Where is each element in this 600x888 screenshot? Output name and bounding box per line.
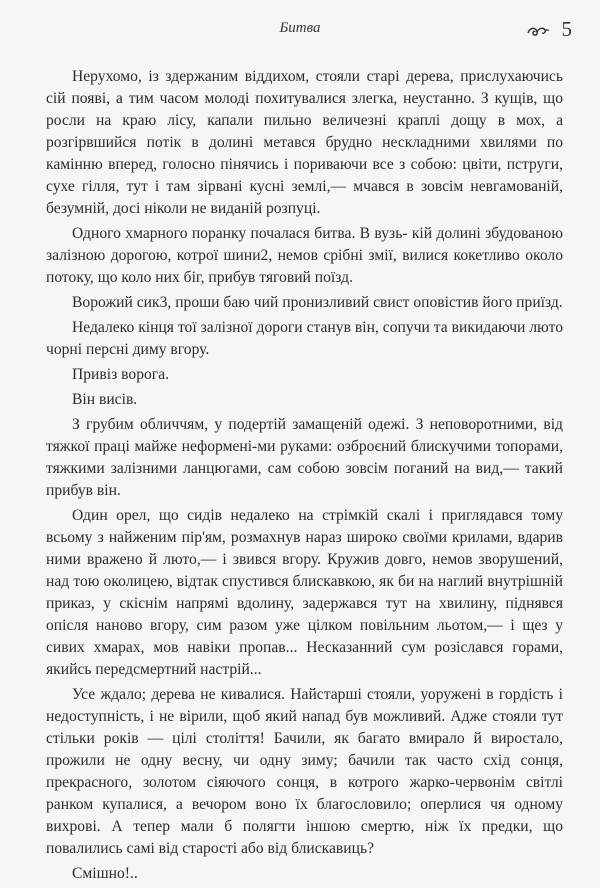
running-title: Битва [279, 20, 321, 36]
page-number: 5 [561, 17, 572, 41]
paragraph: Він висів. [72, 391, 138, 408]
paragraph: Недалеко кінця тої залізної дороги станув він, сопучи та викидаючи люто чорні персні диму вгору. [46, 319, 563, 358]
body-text [46, 66, 563, 888]
paragraph: Смішно!.. [72, 865, 138, 882]
paragraph: Ворожий сик3, проши баю чий пронизливий свист оповістив його приїзд. [72, 294, 563, 311]
paragraph: Один орел, що сидів недалеко на стрімкій скалі і приглядався тому всьому з найженим пір'ям, розмахнув нараз широко своїми крилами, вдарив ними вражено й люто,— і звився вгору. Кружив довго, немов зворушений, над тою околицею, відтак спустився блискавкою, як би на наглий внутрішній приказ, у скіснім напрямі вдолину, задержався тут на хвилину, піднявся опісля наново вгору, сим разом уже цілком повільним льотом,— і щез у сивих хмарах, мов навіки пропав... Несказанний сум розіслався горами, якийсь передсмертний настрій... [46, 507, 563, 678]
paragraph: Усе ждало; дерева не кивалися. Найстарші стояли, уоружені в гордість і недоступність, і не вірили, щоб який напад був можливий. Адже стояли тут стільки років — цілі століття! Бачили, як багато вмирало й виростало, прожили не одну весну, чи одну зиму; бачили так часто схід сонця, прекрасного, золотом сіяючого сонця, в котрого жарко-червонім світлі ранком купалися, а вечором воно їх благословило; оперлися чя одному вихрові. А тепер мали б полягти іншою смертю, ніж їх предки, що повалились самі від старості або від блискавиць? [46, 686, 563, 857]
paragraph: Одного хмарного поранку почалася битва. В вузь- кій долині збудованою залізною дорогою, котрої шини2, немов срібні змії, вилися кокетливо около потоку, що коло них біг, прибув тяговий поїзд. [46, 225, 563, 286]
flourish-ornament-icon [526, 24, 550, 38]
page-header [0, 18, 600, 48]
paragraph: З грубим обличчям, у подертій замащеній одежі. З неповоротними, від тяжкої праці майже неформені-ми руками: озброєний блискучими топорами, тяжкими залізними ланцюгами, сам собою зовсім поганий на вид,— такий прибув він. [46, 416, 563, 499]
paragraph: Привіз ворога. [72, 366, 170, 383]
paragraph: Нерухомо, із здержаним віддихом, стояли старі дерева, прислухаючись сій появі, а тим часом молоді похитувалися злегка, неустанно. З кущів, що росли на краю лісу, капали пильно величезні краплі дощу в мох, а розгірвшийся потік в долині метався брудно нескладними хвилями по камінню вперед, голосно пінячись і пориваючи все з собою: цвіти, пструги, сухе гілля, тут і там зірвані кусні землі,— мчався в зовсім невгамованій, безумній, досі ніколи не виданій розпуці. [46, 68, 563, 217]
